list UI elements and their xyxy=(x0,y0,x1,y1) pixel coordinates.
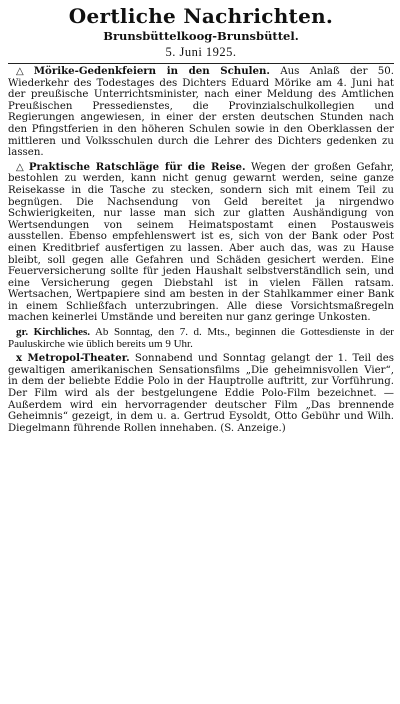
article-body: Ab Sonntag, den 7. d. Mts., beginnen die Gottesdienste in der Pauluskirche wie üblich bereits um 9 Uhr. xyxy=(8,326,394,350)
article-metropol xyxy=(8,353,394,434)
locality-subtitle: Brunsbüttelkoog-Brunsbüttel. xyxy=(103,29,299,43)
article-body: Wegen der großen Gefahr, bestohlen zu werden, kann nicht genug gewarnt werden, seine ganze Reisekasse in die Tasche zu stecken, sondern sich mit einem Teil zu begnügen. Die Nachsendung von Geld bereitet ja nirgendwo Schwierigkeiten, nur lasse man sich zur glatten Aushändigung von Wertsendungen von seinem Heimatspostamt einen Postausweis ausstellen. Ebenso empfehlenswert ist es, sich von der Bank oder Post einen Kreditbrief ausfertigen zu lassen. Aber auch das, was zu Hause bleibt, soll gegen alle Gefahren und Schäden gesichert werden. Eine Feuerversicherung sollte für jeden Haushalt selbstverständlich sein, und eine Versicherung gegen Diebstahl ist in vielen Fällen ratsam. Wertsachen, Wertpapiere sind am besten in der Stahlkammer einer Bank in einem Schließfach unterzubringen. Alle diese Vorsichtsmaßregeln machen keinerlei Umstände und bereiten nur ganz geringe Unkosten. xyxy=(8,161,394,324)
article-headline: gr. Kirchliches. xyxy=(16,326,90,339)
triangle-marker-icon: △ xyxy=(16,66,31,77)
article-body: Aus Anlaß der 50. Wiederkehr des Todestages des Dichters Eduard Mörike am 4. Juni hat der preußische Unterrichtsminister, nach einer Meldung des Amtlichen Preußischen Pressedienstes, die Provinzialschulkollegien und Regierungen angewiesen, in einer der ersten deutschen Stunden nach den Pfingstferien in den höheren Schulen sowie in den Oberklassen der mittleren und Volksschulen durch die Lehrer des Dichters gedenken zu lassen. xyxy=(8,66,394,159)
section-header xyxy=(8,4,394,60)
section-title: Oertliche Nachrichten. xyxy=(68,4,334,28)
issue-date: 5. Juni 1925. xyxy=(165,45,237,59)
article-moerike xyxy=(8,66,394,159)
article-kirchliches xyxy=(8,327,394,350)
header-divider xyxy=(8,63,394,64)
article-headline: x Metropol-Theater. xyxy=(16,352,130,365)
article-headline: Praktische Ratschläge für die Reise. xyxy=(28,160,246,173)
article-headline: Mörike-Gedenkfeiern in den Schulen. xyxy=(33,65,270,77)
article-column xyxy=(8,66,394,434)
article-body: Sonnabend und Sonntag gelangt der 1. Teil des gewaltigen amerikanischen Sensationsfilms „Die geheimnisvollen Vier“, in dem der beliebte Eddie Polo in der Hauptrolle auftritt, zur Vorführung. Der Film wird als der bestgelungene Eddie Polo-Film bezeichnet. — Außerdem wird ein hervorragender deutscher Film „Das brennende Geheimnis“ gezeigt, in dem u. a. Gertrud Eysoldt, Otto Gebühr und Wilh. Diegelmann führende Rollen innehaben. (S. Anzeige.) xyxy=(8,353,394,434)
triangle-marker-icon: △ xyxy=(16,161,26,173)
article-reise xyxy=(8,162,394,324)
